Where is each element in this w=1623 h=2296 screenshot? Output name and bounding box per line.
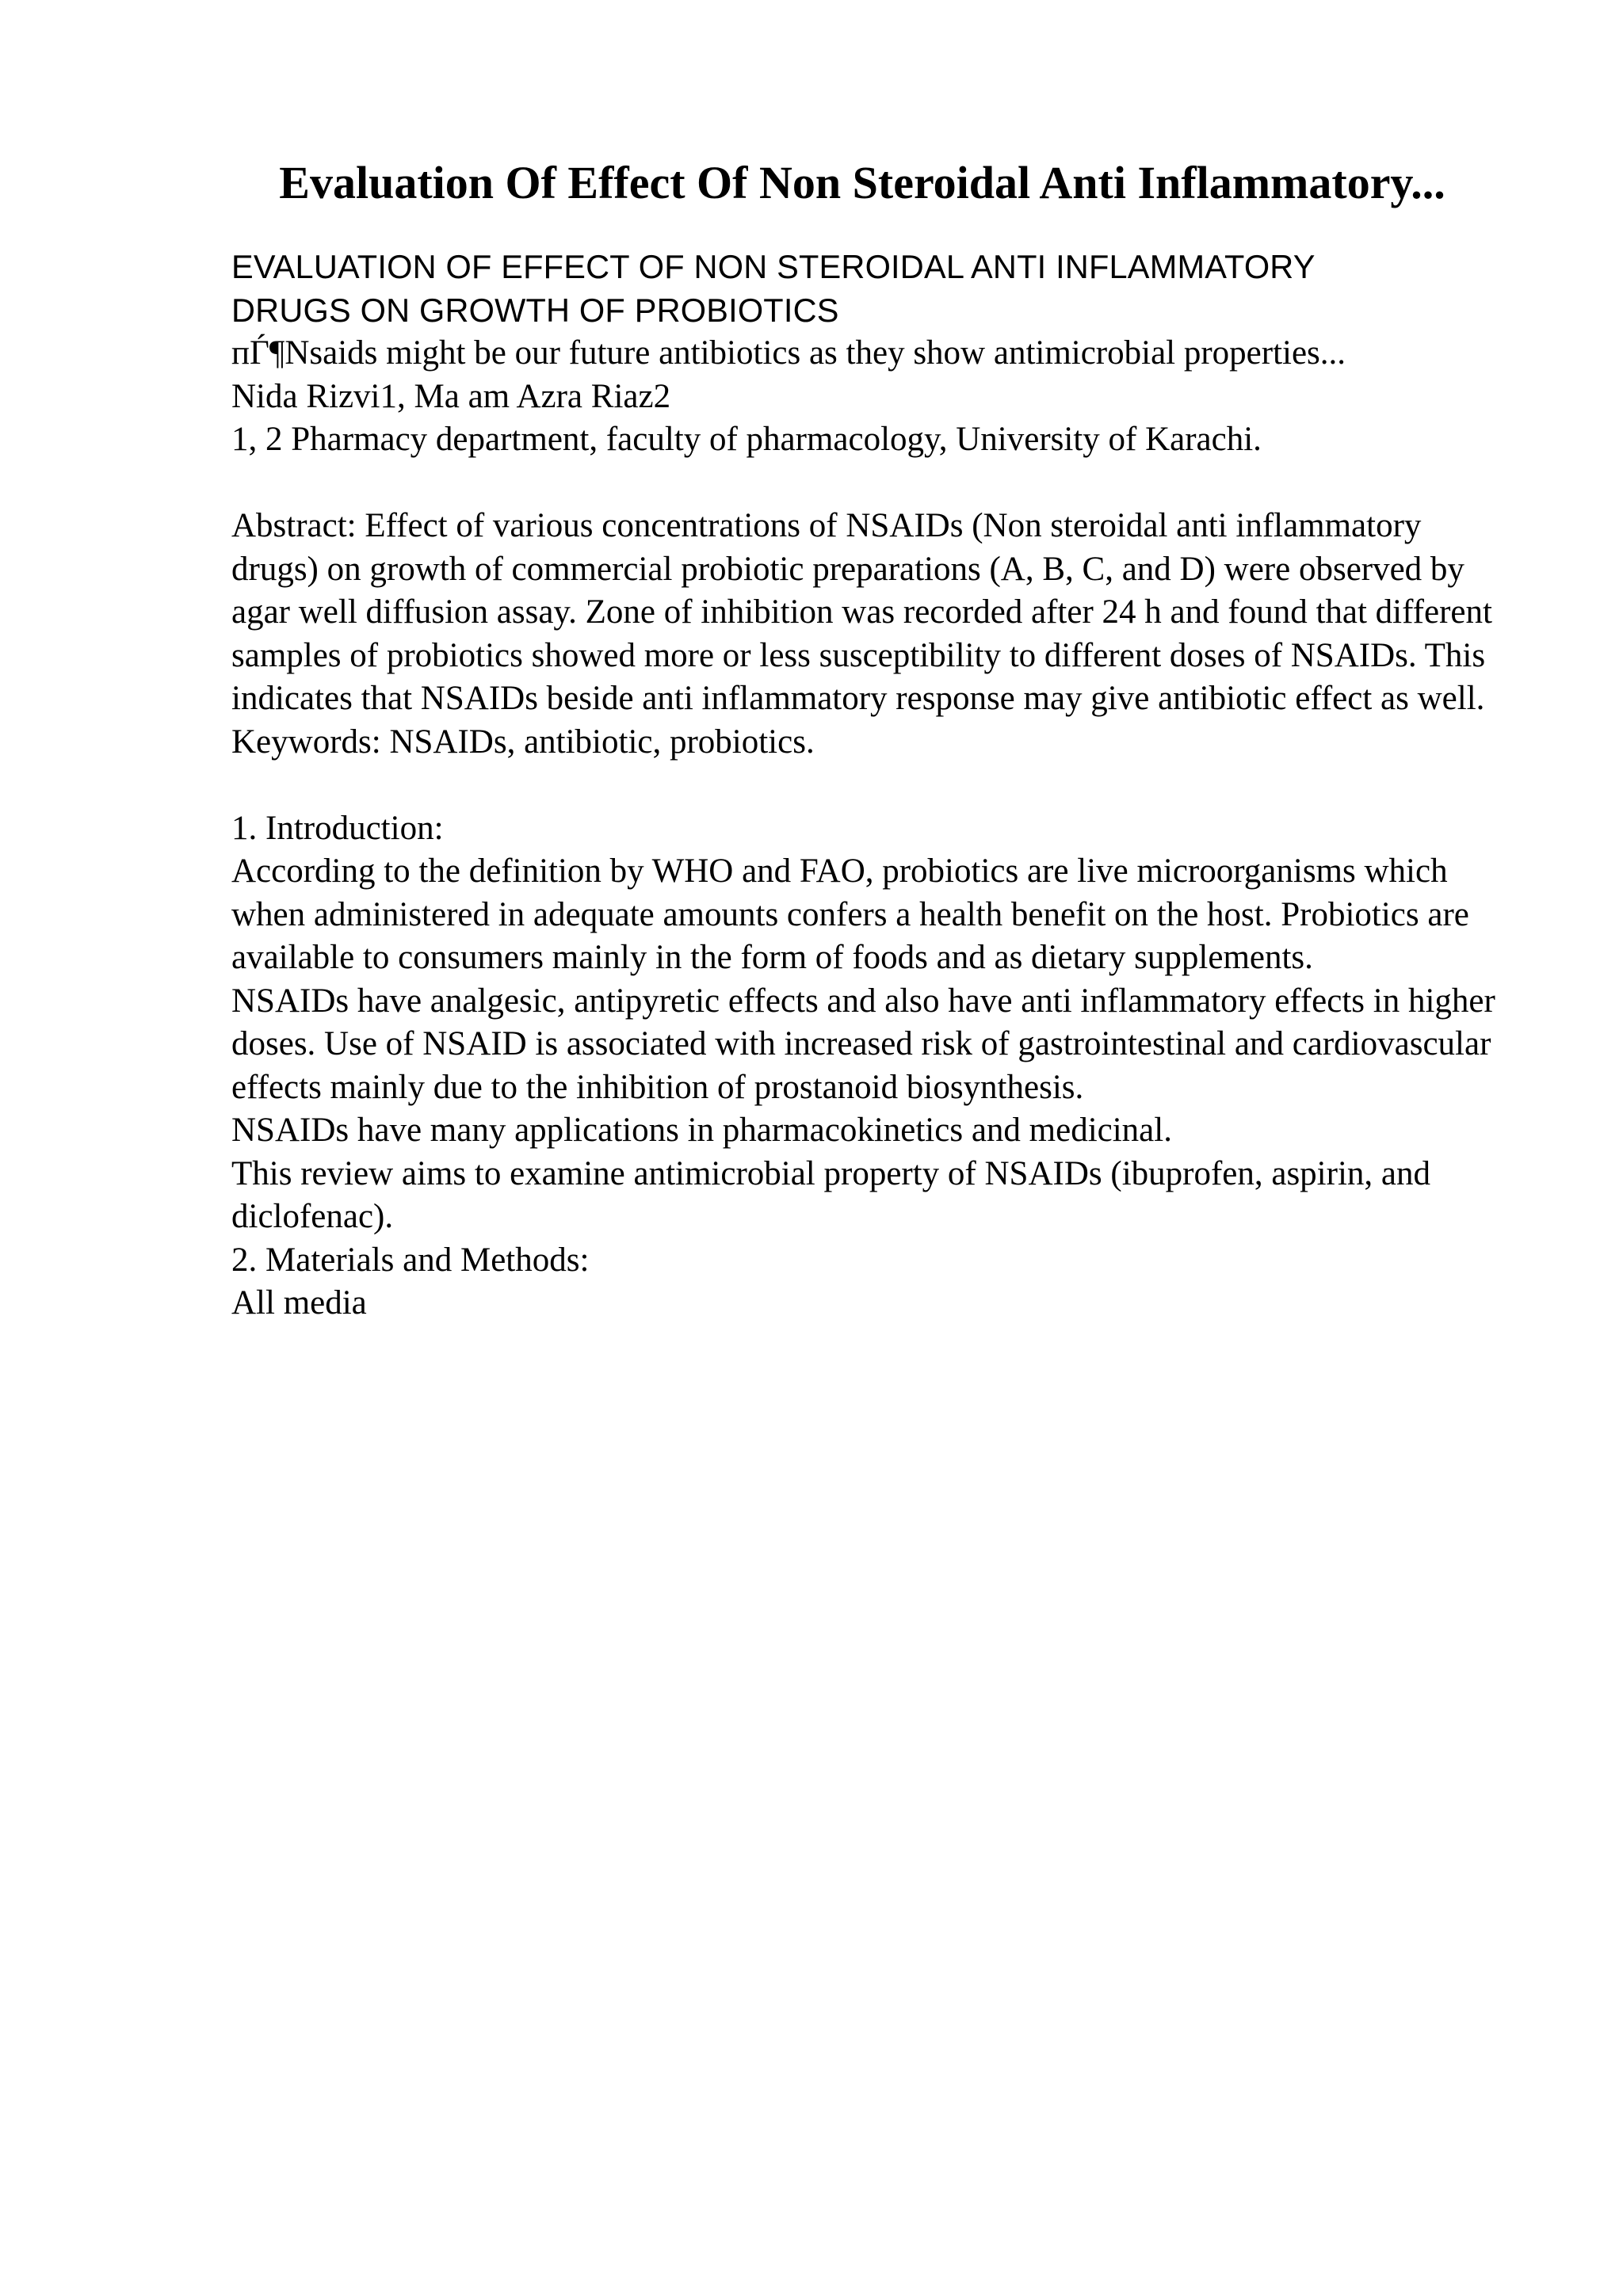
document-body xyxy=(231,246,1515,1325)
tagline: пЃ¶Nsaids might be our future antibiotics as they show antimicrobial properties... xyxy=(231,334,1346,372)
introduction-heading: 1. Introduction: xyxy=(231,809,444,847)
affiliation: 1, 2 Pharmacy department, faculty of pharmacology, University of Karachi. xyxy=(231,421,1262,458)
keywords: Keywords: NSAIDs, antibiotic, probiotics. xyxy=(231,723,815,761)
document-title: Evaluation Of Effect Of Non Steroidal Anti Inflammatory... xyxy=(279,157,1445,208)
methods-heading: 2. Materials and Methods: xyxy=(231,1241,590,1279)
introduction-paragraph-1: According to the definition by WHO and FAO, probiotics are live microorganisms which when administered in adequate amounts confers a health benefit on the host. Probiotics are available to consumers mainly in the form of foods and as dietary supplements. xyxy=(231,852,1469,976)
spacer xyxy=(231,462,1515,505)
introduction-paragraph-2: NSAIDs have analgesic, antipyretic effects and also have anti inflammatory effects in higher doses. Use of NSAID is associated with increased risk of gastrointestinal and cardiovascular effects mainly due to the inhibition of prostanoid biosynthesis. xyxy=(231,982,1495,1106)
introduction-paragraph-4: This review aims to examine antimicrobial property of NSAIDs (ibuprofen, aspirin, and diclofenac). xyxy=(231,1154,1430,1235)
caps-heading-line-1: EVALUATION OF EFFECT OF NON STEROIDAL ANTI INFLAMMATORY xyxy=(231,248,1316,285)
authors: Nida Rizvi1, Ma am Azra Riaz2 xyxy=(231,377,671,415)
spacer xyxy=(231,764,1515,807)
abstract: Abstract: Effect of various concentrations of NSAIDs (Non steroidal anti inflammatory drugs) on growth of commercial probiotic preparations (A, B, C, and D) were observed by agar well diffusion assay. Zone of inhibition was recorded after 24 h and found that different samples of probiotics showed more or less susceptibility to different doses of NSAIDs. This indicates that NSAIDs beside anti inflammatory response may give antibiotic effect as well. xyxy=(231,507,1492,717)
caps-heading-line-2: DRUGS ON GROWTH OF PROBIOTICS xyxy=(231,291,839,329)
introduction-paragraph-3: NSAIDs have many applications in pharmacokinetics and medicinal. xyxy=(231,1112,1172,1149)
methods-text: All media xyxy=(231,1284,367,1322)
